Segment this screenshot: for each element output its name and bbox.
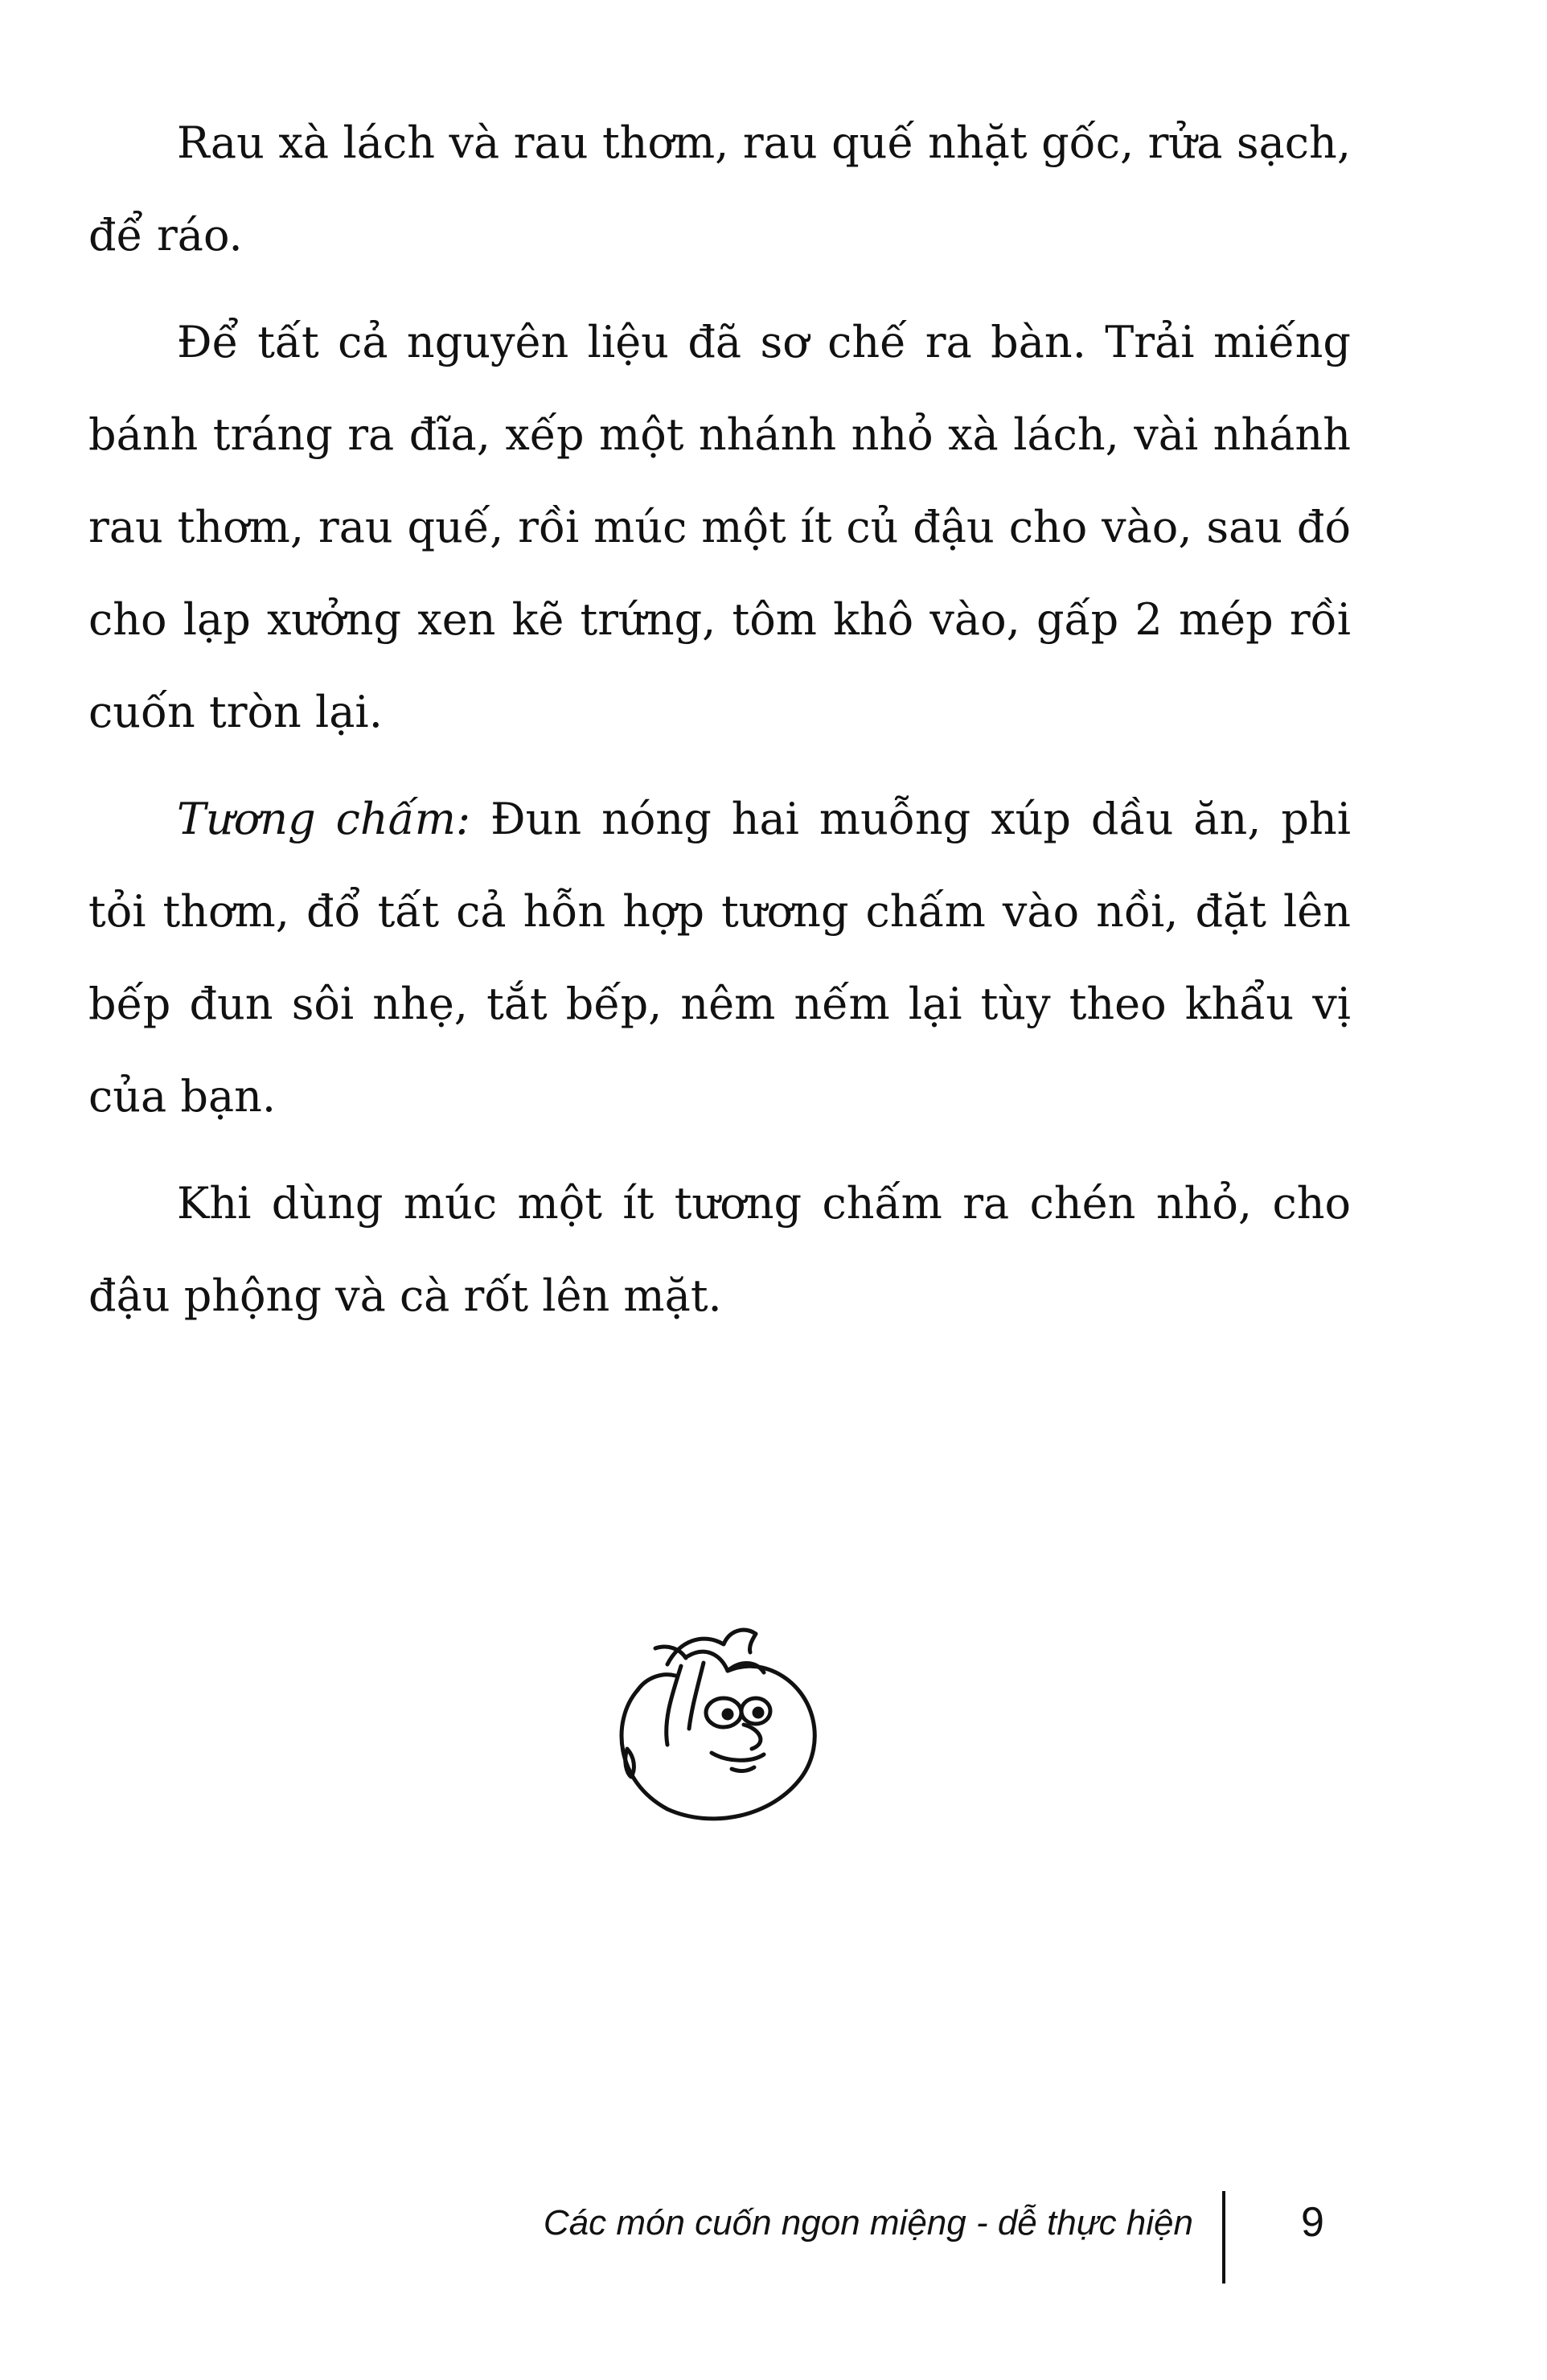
paragraph-2-text: Để tất cả nguyên liệu đã sơ chế ra bàn. Trải miếng bánh tráng ra đĩa, xếp một nhánh nhỏ xà lách, vài nhánh rau thơm, rau quế, rồi múc một ít củ đậu cho vào, sau đó cho lạp xưởng xen kẽ trứng, tôm khô vào, gấp 2 mép rồi cuốn tròn lại. xyxy=(88,317,1351,737)
paragraph-2 xyxy=(88,296,1351,758)
footer-divider xyxy=(1222,2191,1225,2284)
book-title-footer: Các món cuốn ngon miệng - dễ thực hiện xyxy=(543,2203,1193,2243)
paragraph-3-lead: Tương chấm: xyxy=(177,794,471,844)
body-text xyxy=(88,96,1351,1356)
paragraph-1 xyxy=(88,96,1351,281)
paragraph-3-text: Đun nóng hai muỗng xúp dầu ăn, phi tỏi thơm, đổ tất cả hỗn hợp tương chấm vào nồi, đặt lên bếp đun sôi nhẹ, tắt bếp, nêm nếm lại tùy theo khẩu vị của bạn. xyxy=(88,794,1352,1122)
paragraph-3 xyxy=(88,773,1351,1143)
page-footer xyxy=(0,2171,1547,2284)
tomato-cartoon-icon xyxy=(591,1616,832,1825)
paragraph-1-text: Rau xà lách và rau thơm, rau quế nhặt gốc, rửa sạch, để ráo. xyxy=(88,117,1351,261)
paragraph-4-text: Khi dùng múc một ít tương chấm ra chén nhỏ, cho đậu phộng và cà rốt lên mặt. xyxy=(88,1178,1351,1321)
paragraph-4 xyxy=(88,1157,1351,1342)
page-number: 9 xyxy=(1301,2199,1324,2246)
